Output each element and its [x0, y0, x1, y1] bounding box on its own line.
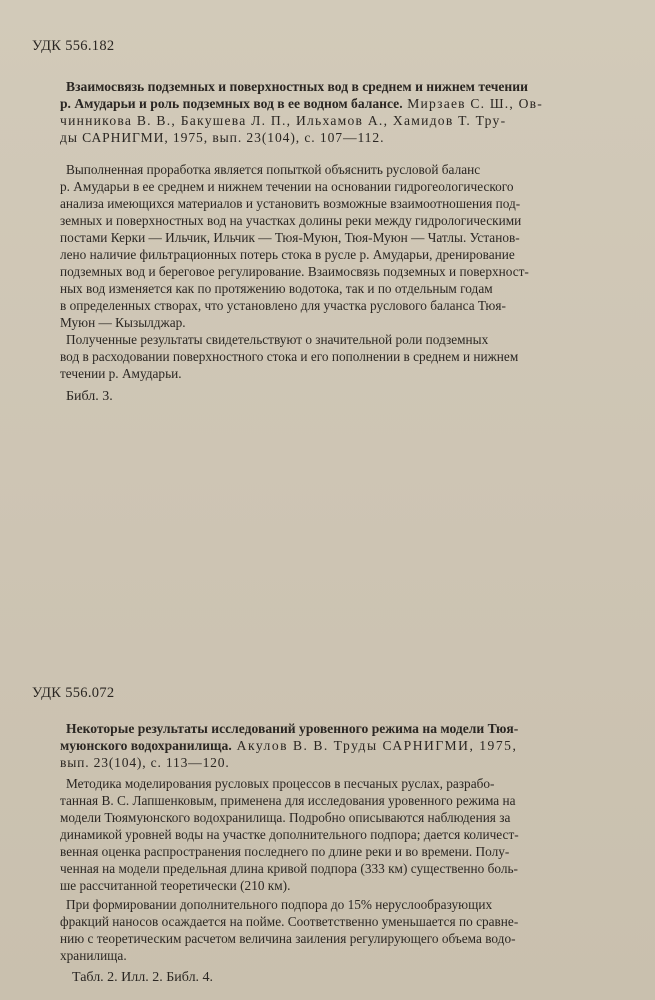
- abstract-line: Муюн — Кызылджар.: [60, 315, 186, 330]
- abstract-line: ченная на модели предельная длина кривой подпора (333 км) существенно боль-: [60, 861, 518, 876]
- article-header-line: р. Амударьи и роль подземных вод в ее водном балансе. Мирзаев С. Ш., Ов-: [60, 96, 543, 111]
- abstract-line: нию с теоретическим расчетом величина заиления регулирующего объема водо-: [60, 931, 516, 946]
- abstract-line: земных и поверхностных вод на участках долины реки между гидрологическими: [60, 213, 522, 228]
- article-header-line: чинникова В. В., Бакушева Л. П., Ильхамов А., Хамидов Т. Тру-: [60, 113, 507, 128]
- article-header-line: муюнского водохранилища. Акулов В. В. Труды САРНИГМИ, 1975,: [60, 738, 518, 753]
- bibliography-note: Библ. 3.: [66, 389, 113, 404]
- udk-code: УДК 556.072: [32, 685, 115, 701]
- article-header-line: вып. 23(104), с. 113—120.: [60, 755, 230, 770]
- abstract-line: течении р. Амударьи.: [60, 366, 182, 381]
- abstract-line: подземных вод и береговое регулирование. Взаимосвязь подземных и поверхност-: [60, 264, 529, 279]
- bibliography-note: Табл. 2. Илл. 2. Библ. 4.: [72, 970, 214, 985]
- abstract-line: Полученные результаты свидетельствуют о значительной роли подземных: [66, 332, 489, 347]
- abstract-line: р. Амударьи в ее среднем и нижнем течении на основании гидрогеологического: [60, 179, 514, 194]
- abstract-line: лено наличие фильтрационных потерь стока в русле р. Амударьи, дренирование: [60, 247, 515, 262]
- abstract-line: Методика моделирования русловых процессов в песчаных руслах, разрабо-: [66, 776, 495, 791]
- abstract-line: модели Тюямуюнского водохранилища. Подробно описываются наблюдения за: [60, 810, 511, 825]
- abstract-line: Выполненная проработка является попыткой объяснить русловой баланс: [66, 162, 481, 177]
- abstract-line: При формировании дополнительного подпора до 15% неруслообразующих: [66, 897, 493, 912]
- abstract-line: венная оценка распространения последнего по длине реки и во времени. Полу-: [60, 844, 510, 859]
- abstract-line: в определенных створах, что установлено для участка руслового баланса Тюя-: [60, 298, 506, 313]
- abstract-line: динамикой уровней воды на участке дополнительного подпора; дается количест-: [60, 827, 519, 842]
- article-header-line: ды САРНИГМИ, 1975, вып. 23(104), с. 107—112.: [60, 130, 385, 145]
- abstract-line: фракций наносов осаждается на пойме. Соответственно уменьшается по сравне-: [60, 914, 519, 929]
- article-header-line: Некоторые результаты исследований уровенного режима на модели Тюя-: [66, 721, 519, 736]
- abstract-line: ше рассчитанной теоретически (210 км).: [60, 878, 291, 893]
- article-header-line: Взаимосвязь подземных и поверхностных вод в среднем и нижнем течении: [66, 79, 528, 94]
- abstract-line: постами Керки — Ильчик, Ильчик — Тюя-Муюн, Тюя-Муюн — Чатлы. Установ-: [60, 230, 520, 245]
- abstract-line: анализа имеющихся материалов и установить возможные взаимоотношения под-: [60, 196, 521, 211]
- abstract-line: вод в расходовании поверхностного стока и его пополнении в среднем и нижнем: [60, 349, 519, 364]
- abstract-line: хранилища.: [60, 948, 127, 963]
- abstract-line: танная В. С. Лапшенковым, применена для исследования уровенного режима на: [60, 793, 516, 808]
- udk-code: УДК 556.182: [32, 38, 115, 54]
- abstract-line: ных вод изменяется как по протяжению водотока, так и по отдельным годам: [60, 281, 493, 296]
